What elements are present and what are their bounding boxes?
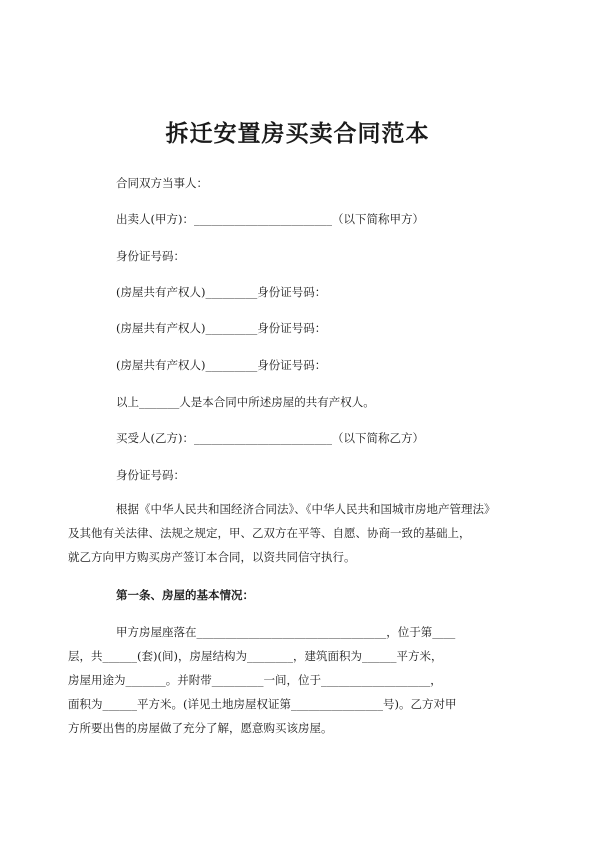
buyer-line: 买受人(乙方)：________________________（以下简称乙方） <box>116 431 424 445</box>
paragraph-line: 房屋用途为_______。并附带_________一间，位于___________________， <box>68 673 442 687</box>
co-owner-statement: 以上_______人是本合同中所述房屋的共有产权人。 <box>116 395 375 409</box>
paragraph-line: 及其他有关法律、法规之规定，甲、乙双方在平等、自愿、协商一致的基础上， <box>68 526 471 540</box>
parties-intro: 合同双方当事人： <box>116 176 208 190</box>
document-title: 拆迁安置房买卖合同范本 <box>165 121 430 147</box>
paragraph-line: 就乙方向甲方购买房产签订本合同，以资共同信守执行。 <box>68 550 356 564</box>
paragraph-line: 方所要出售的房屋做了充分了解，愿意购买该房屋。 <box>68 721 333 735</box>
co-owner-line: (房屋共有产权人)_________身份证号码： <box>116 321 327 335</box>
paragraph-line: 层，共______(套)(间)，房屋结构为________，建筑面积为______平方米， <box>68 649 443 663</box>
seller-line: 出卖人(甲方)：________________________（以下简称甲方） <box>116 212 424 226</box>
paragraph-line: 根据《中华人民共和国经济合同法》、《中华人民共和国城市房地产管理法》 <box>116 502 496 516</box>
co-owner-line: (房屋共有产权人)_________身份证号码： <box>116 285 327 299</box>
co-owner-line: (房屋共有产权人)_________身份证号码： <box>116 358 327 372</box>
paragraph-line: 甲方房屋座落在_________________________________，位于第____ <box>116 625 456 639</box>
article-1-paragraph <box>68 620 522 740</box>
paragraph-line: 面积为______平方米。(详见土地房屋权证第________________号)。乙方对甲 <box>68 697 457 711</box>
basis-paragraph <box>68 497 522 569</box>
seller-id-line: 身份证号码： <box>116 249 185 263</box>
buyer-id-line: 身份证号码： <box>116 468 185 482</box>
article-1-heading: 第一条、房屋的基本情况： <box>116 588 254 602</box>
